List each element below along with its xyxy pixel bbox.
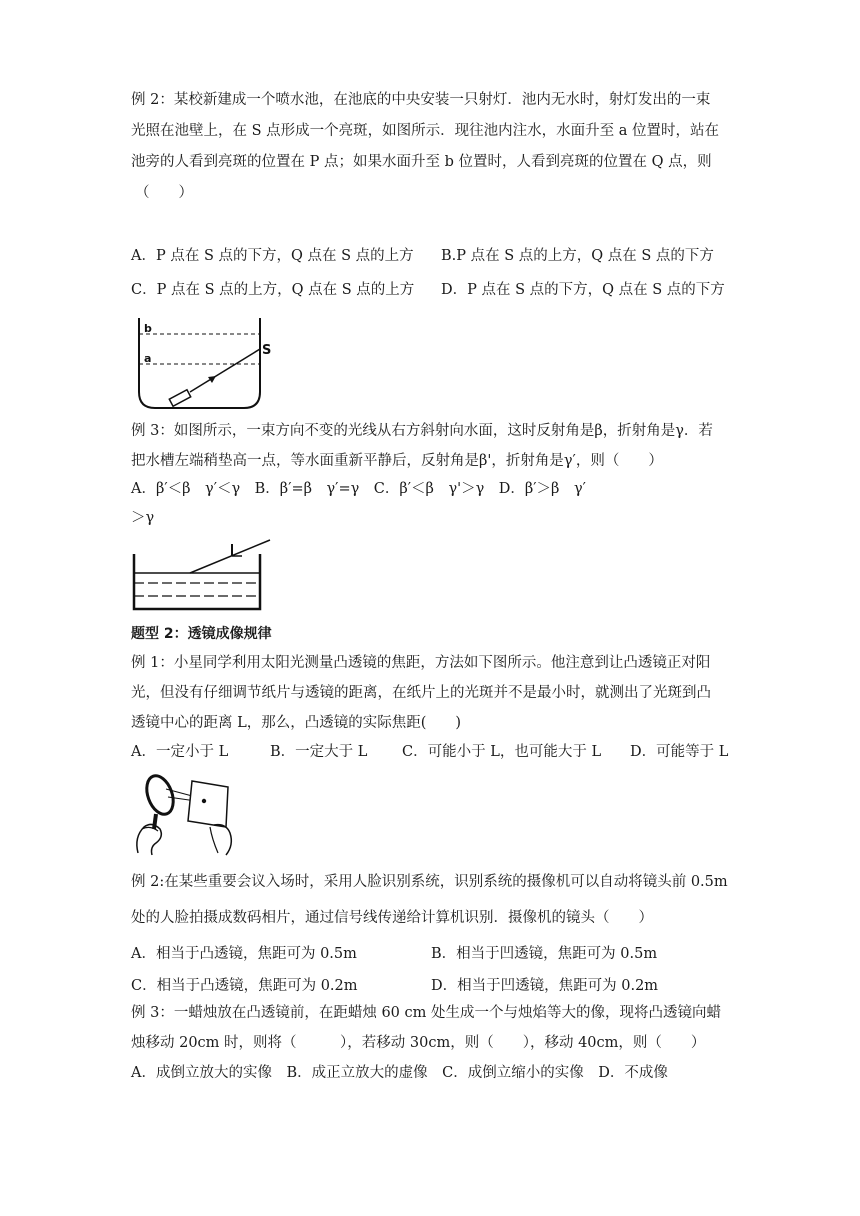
ex2a-option-d: D．P 点在 S 点的下方，Q 点在 S 点的下方 — [441, 282, 725, 298]
ex3a-line-1: 例 3：如图所示，一束方向不变的光线从右方斜射向水面，这时反射角是β，折射角是γ．若 — [131, 423, 713, 439]
ex2b-option-b: B．相当于凹透镜，焦距可为 0.5m — [431, 946, 658, 962]
lens-paper-figure — [130, 767, 240, 857]
tank-figure — [130, 536, 275, 614]
ex3b-line-3: A．成倒立放大的实像 B．成正立放大的虚像 C．成倒立缩小的实像 D．不成像 — [131, 1065, 668, 1081]
ex2b-line-2: 处的人脸拍摄成数码相片，通过信号线传递给计算机识别．摄像机的镜头（ ） — [131, 910, 653, 926]
ex2b-option-d: D．相当于凹透镜，焦距可为 0.2m — [431, 978, 659, 994]
pool-figure — [134, 314, 282, 412]
section-heading: 题型 2：透镜成像规律 — [131, 626, 272, 642]
ex1-line-2: 光，但没有仔细调节纸片与透镜的距离，在纸片上的光斑并不是最小时，就测出了光斑到凸 — [131, 685, 711, 701]
ex1-option-d: D．可能等于 L — [630, 744, 729, 760]
ex2a-option-c: C．P 点在 S 点的上方，Q 点在 S 点的上方 — [131, 282, 415, 298]
ex3a-line-3: A．β′＜β γ′＜γ B．β′=β γ′=γ C．β′＜β γ'＞γ D．β′＞β γ′ — [131, 481, 586, 497]
ex3a-line-2: 把水槽左端稍垫高一点，等水面重新平静后，反射角是β'，折射角是γ′，则（ ） — [131, 453, 663, 469]
ex2b-line-1: 例 2:在某些重要会议入场时，采用人脸识别系统，识别系统的摄像机可以自动将镜头前 0.5m — [131, 874, 728, 890]
label-s: S — [262, 343, 272, 358]
ex1-line-1: 例 1：小星同学利用太阳光测量凸透镜的焦距，方法如下图所示。他注意到让凸透镜正对阳 — [131, 655, 711, 671]
ex3b-line-1: 例 3：一蜡烛放在凸透镜前，在距蜡烛 60 cm 处生成一个与烛焰等大的像，现将凸透镜向蜡 — [131, 1005, 721, 1021]
label-b: b — [144, 322, 152, 335]
ex1-line-3: 透镜中心的距离 L，那么，凸透镜的实际焦距( ) — [131, 715, 462, 731]
ex2a-line-2: 光照在池壁上，在 S 点形成一个亮斑，如图所示．现往池内注水，水面升至 a 位置时，站在 — [131, 123, 720, 139]
ex2b-option-a: A．相当于凸透镜，焦距可为 0.5m — [131, 946, 357, 962]
ex2b-option-c: C．相当于凸透镜，焦距可为 0.2m — [131, 978, 358, 994]
label-a: a — [144, 352, 152, 365]
ex1-option-c: C．可能小于 L，也可能大于 L — [402, 744, 602, 760]
ex2a-line-1: 例 2：某校新建成一个喷水池，在池底的中央安装一只射灯．池内无水时，射灯发出的一束 — [131, 92, 711, 108]
ex2a-option-a: A．P 点在 S 点的下方，Q 点在 S 点的上方 — [131, 248, 414, 264]
ex2a-option-b: B.P 点在 S 点的上方，Q 点在 S 点的下方 — [441, 248, 714, 264]
ex2a-line-3: 池旁的人看到亮斑的位置在 P 点；如果水面升至 b 位置时，人看到亮斑的位置在 Q 点，则 — [131, 154, 712, 170]
ex3a-line-4: ＞γ — [131, 510, 155, 526]
ex1-option-b: B．一定大于 L — [270, 744, 368, 760]
ex2a-line-4: （ ） — [135, 185, 193, 201]
ex3b-line-2: 烛移动 20cm 时，则将（ ），若移动 30cm，则（ ），移动 40cm，则（ ） — [131, 1035, 706, 1051]
ex1-option-a: A．一定小于 L — [131, 744, 229, 760]
